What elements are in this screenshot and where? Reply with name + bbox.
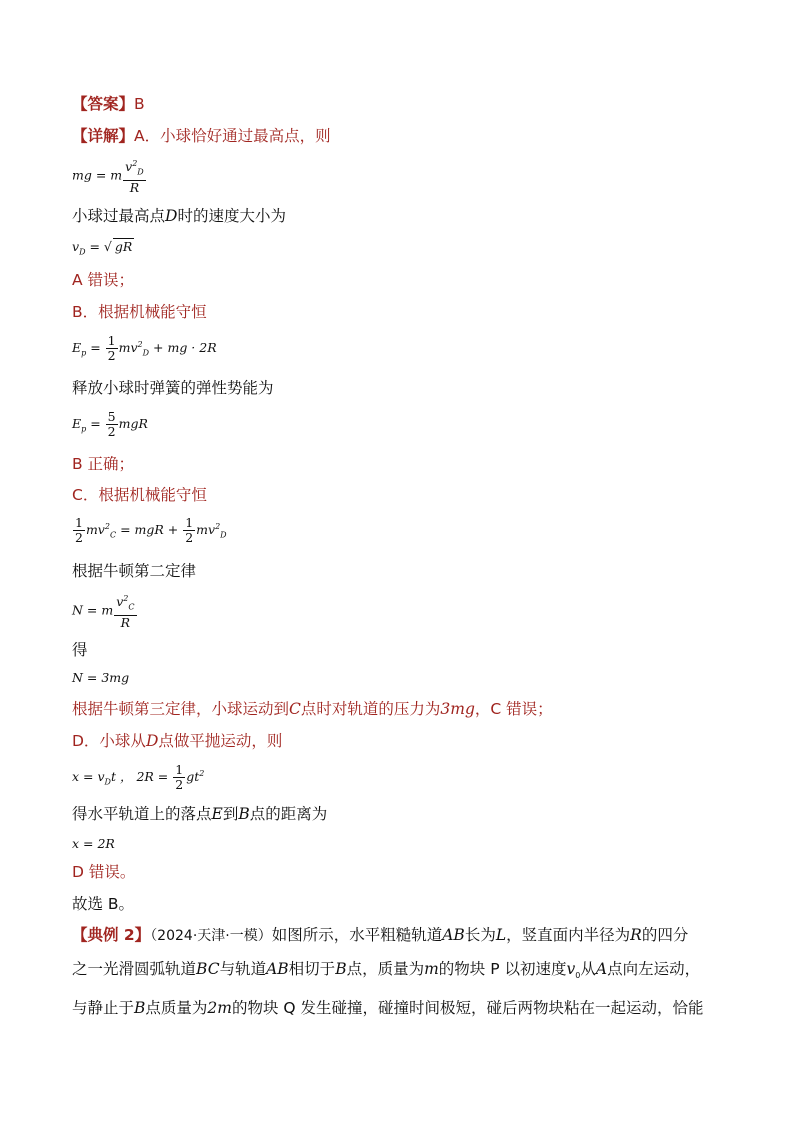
answer-line — [72, 94, 145, 114]
formula-energy-conservation: $E_p$ = $\frac{1}{2}$ $mv^2_D$ + mg · 2R — [72, 333, 217, 363]
example-2-paragraph — [72, 919, 732, 1025]
example-line-2: 之一光滑圆弧轨道BC与轨道AB相切于B点，质量为m的物块 P 以初速度$v_0$从A点向左运动， — [72, 960, 701, 981]
release-energy-text: 释放小球时弹簧的弹性势能为 — [72, 379, 274, 397]
newton-third-law-line: 根据牛顿第三定律，小球运动到C点时对轨道的压力为3mg，C 错误； — [72, 700, 553, 718]
example-line-3: 与静止于B点质量为2m的物块 Q 发生碰撞，碰撞时间极短，碰后两物块粘在一起运动，恰能 — [72, 999, 704, 1018]
detail-label: 【详解】 — [72, 127, 135, 145]
option-c-intro: C．根据机械能守恒 — [72, 486, 207, 504]
choose-line: 故选 B。 — [72, 895, 135, 913]
option-d-wrong: D 错误。 — [72, 863, 136, 881]
option-a-intro: A．小球恰好通过最高点，则 — [134, 127, 331, 145]
option-a-wrong: A 错误； — [72, 271, 135, 289]
formula-centripetal: mg = m $\frac{v^2_D}{R}$ — [72, 159, 144, 195]
option-b-intro: B．根据机械能守恒 — [72, 303, 207, 321]
example-line-1: 【典例 2】（2024·天津·一模）如图所示，水平粗糙轨道AB长为L，竖直面内半径为R的四分 — [72, 926, 689, 944]
newton-second-law-text: 根据牛顿第二定律 — [72, 562, 197, 580]
answer-value: B — [134, 95, 145, 113]
de-text: 得 — [72, 641, 88, 659]
speed-text-line: 小球过最高点D时的速度大小为 — [72, 207, 286, 225]
formula-normal-force: N = m $\frac{v^2_C}{R}$ — [72, 594, 135, 630]
detail-line — [72, 126, 331, 146]
formula-spring-energy: $E_p$ = $\frac{5}{2}$ mgR — [72, 409, 148, 439]
formula-n-result: N = 3mg — [72, 670, 130, 685]
formula-energy-c: $\frac{1}{2}$ $mv^2_C$ = mgR + $\frac{1}{2}$ $mv^2_D$ — [75, 515, 227, 545]
landing-text-line: 得水平轨道上的落点E到B点的距离为 — [72, 805, 328, 823]
answer-label: 【答案】 — [72, 95, 135, 113]
formula-speed-d: $v_D$ = √ gR — [72, 239, 133, 257]
option-b-right: B 正确； — [72, 455, 135, 473]
formula-x-result: x = 2R — [72, 836, 115, 851]
example-label: 【典例 2】 — [72, 926, 151, 944]
formula-projectile: $x = v_Dt$ ， 2R = $\frac{1}{2}$ $gt^2$ — [72, 762, 205, 792]
option-d-intro: D．小球从D点做平抛运动，则 — [72, 732, 283, 750]
